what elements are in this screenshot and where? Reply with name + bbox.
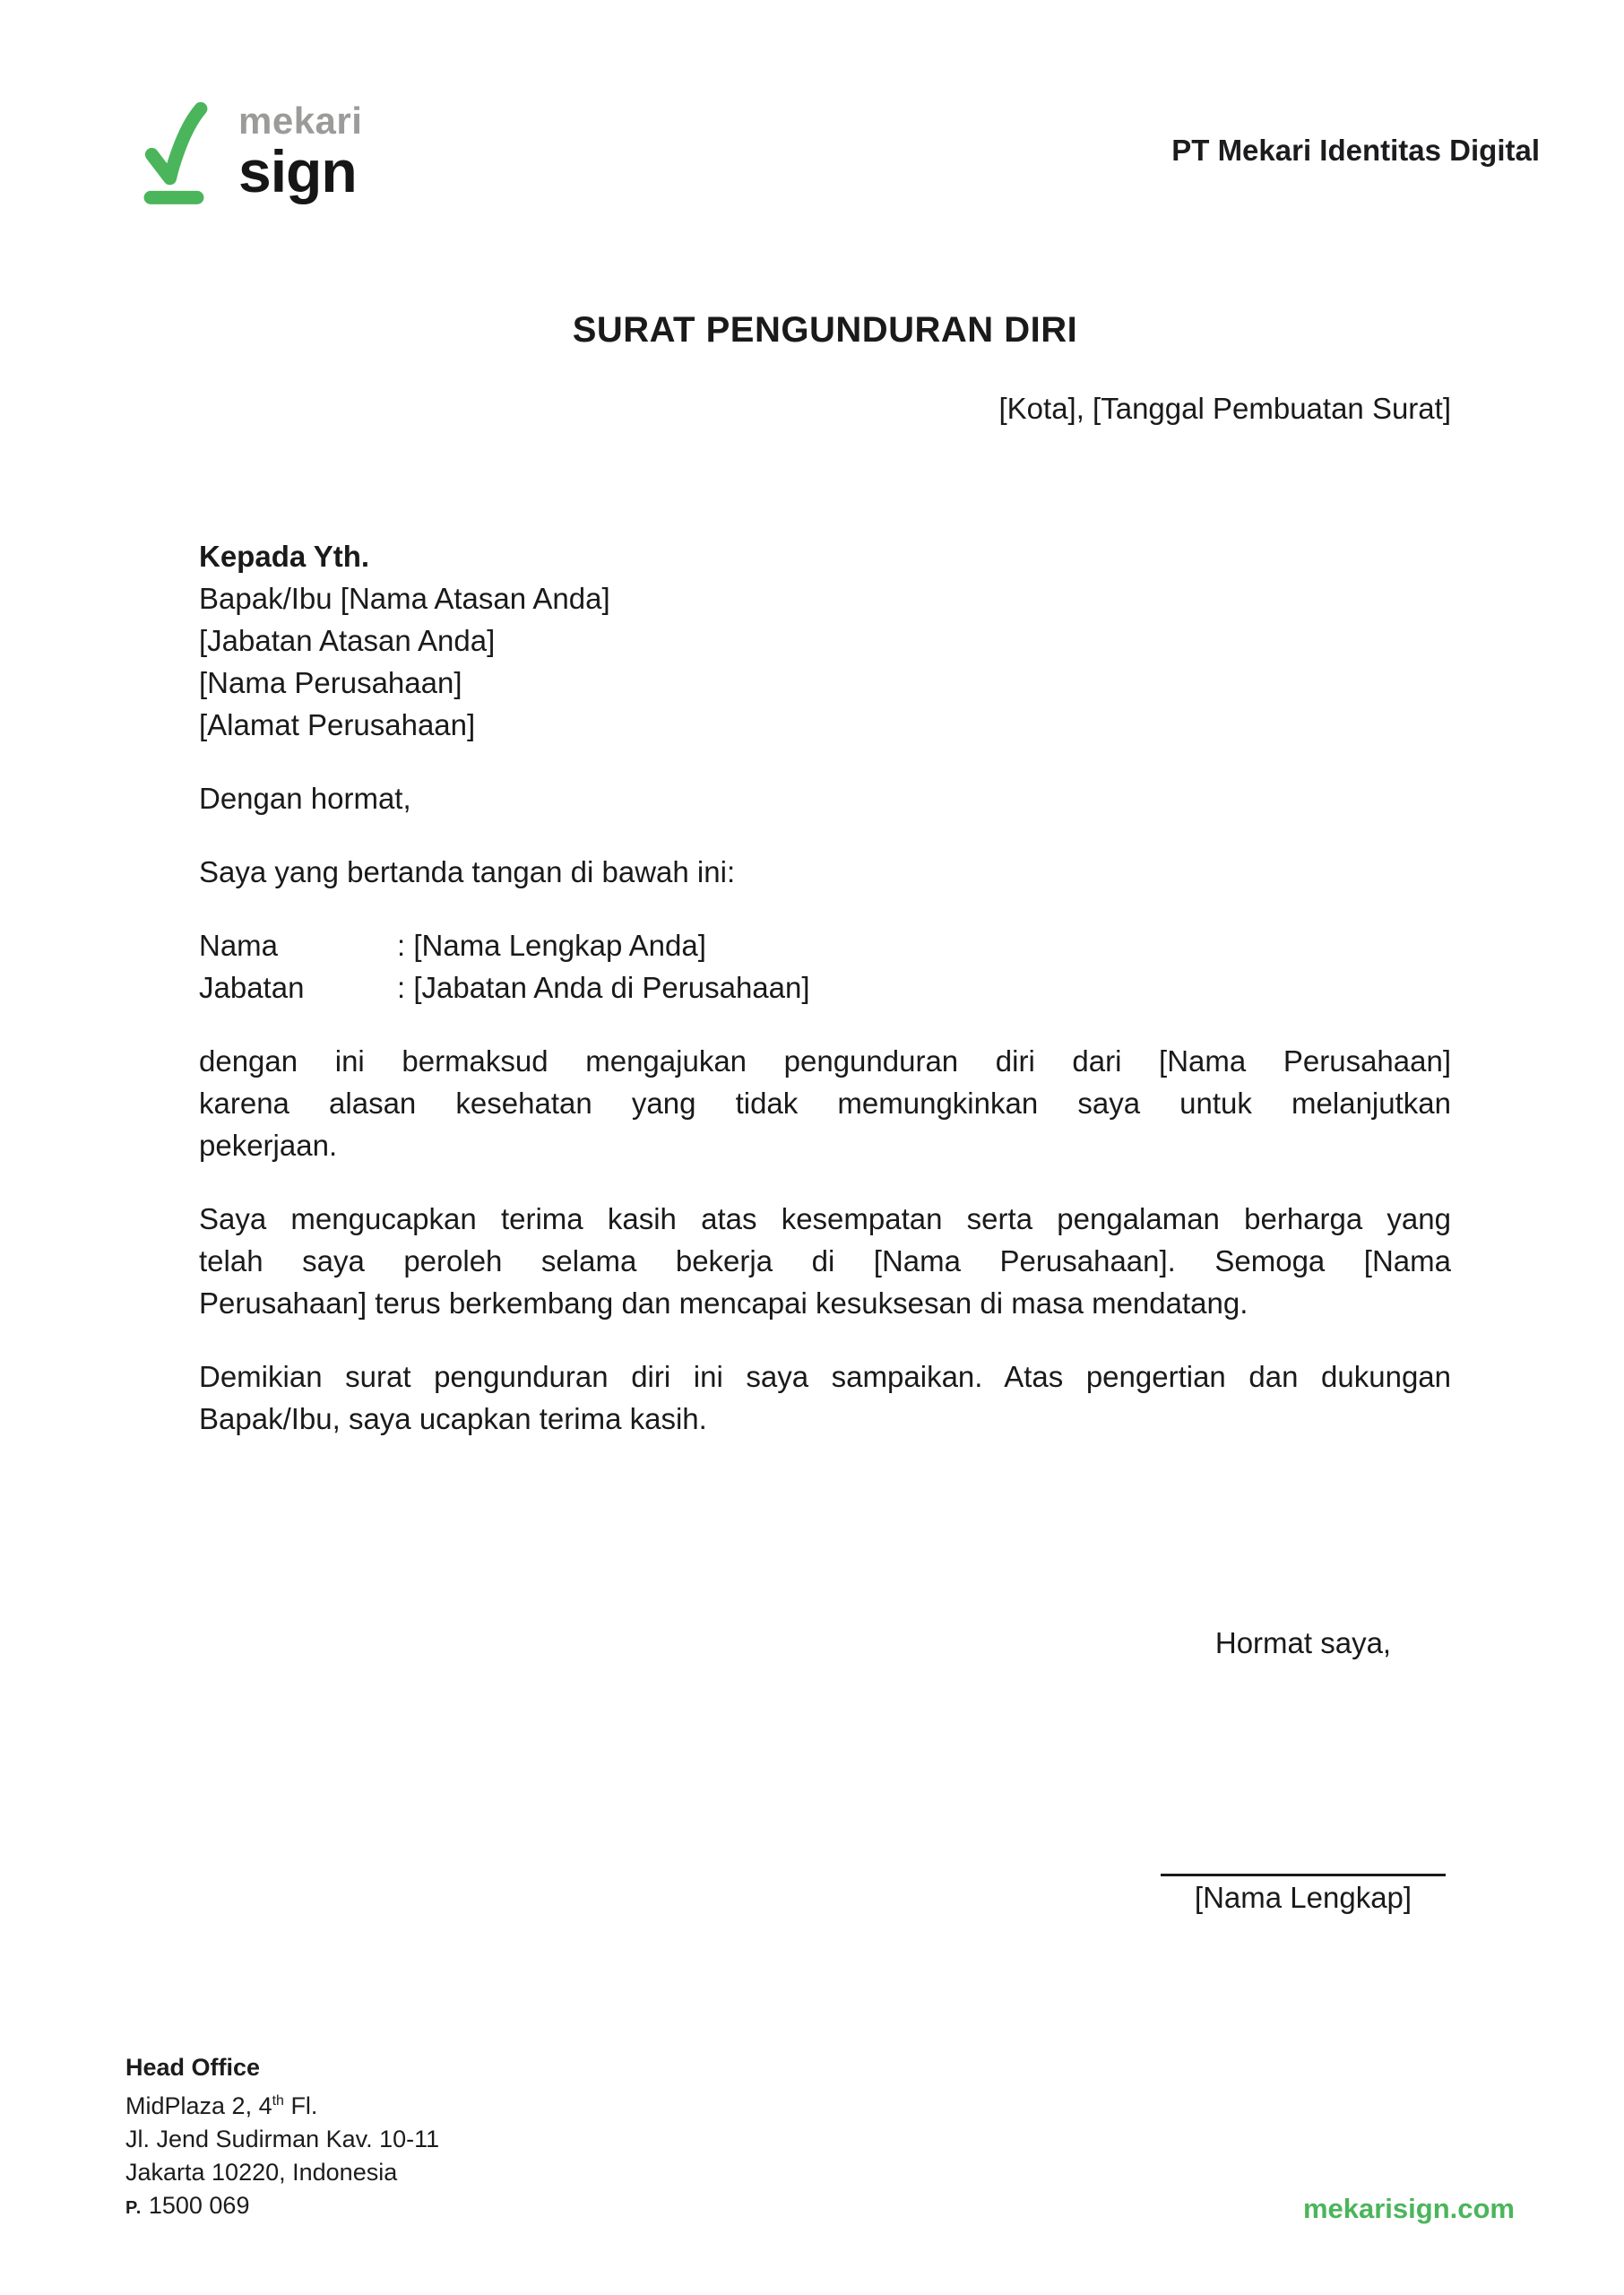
address-line-1 <box>125 2084 439 2123</box>
recipient-line: [Jabatan Atasan Anda] <box>199 624 496 657</box>
checkmark-icon <box>134 96 213 205</box>
recipient-block <box>199 535 1451 746</box>
identity-label: Jabatan <box>199 971 305 1004</box>
identity-value: [Jabatan Anda di Perusahaan] <box>413 971 810 1004</box>
identity-label: Nama <box>199 929 279 962</box>
intro-line: Saya yang bertanda tangan di bawah ini: <box>199 855 736 888</box>
logo-wordmark <box>238 96 363 204</box>
greeting: Dengan hormat, <box>199 782 411 815</box>
mekari-sign-logo <box>134 96 362 205</box>
identity-separator: : <box>397 971 406 1004</box>
paragraph-line: telah saya peroleh selama bekerja di [Nama Perusahaan]. Semoga [Nama <box>199 1244 1451 1277</box>
identity-value: [Nama Lengkap Anda] <box>413 929 706 962</box>
recipient-salutation: Kepada Yth. <box>199 540 370 573</box>
phone-label: P. <box>125 2198 143 2218</box>
address-line-3: Jakarta 10220, Indonesia <box>125 2159 398 2186</box>
phone-line <box>125 2189 439 2225</box>
signature-line <box>1161 1664 1446 1876</box>
website-link[interactable]: mekarisign.com <box>1302 2193 1515 2224</box>
body-paragraph-2 <box>199 1198 1451 1324</box>
phone-number: 1500 069 <box>148 2192 250 2219</box>
recipient-line: Bapak/Ibu [Nama Atasan Anda] <box>199 582 610 615</box>
recipient-line: [Nama Perusahaan] <box>199 666 462 699</box>
address-line-2: Jl. Jend Sudirman Kav. 10-11 <box>125 2126 440 2152</box>
closing-block <box>1155 1622 1451 1918</box>
paragraph-line: Perusahaan] terus berkembang dan mencapai kesuksesan di masa mendatang. <box>199 1286 1248 1320</box>
paragraph-line: Demikian surat pengunduran diri ini saya sampaikan. Atas pengertian dan dukungan <box>199 1360 1451 1393</box>
paragraph-line: dengan ini bermaksud mengajukan pengunduran diri dari [Nama Perusahaan] <box>199 1044 1451 1078</box>
identity-separator: : <box>397 929 406 962</box>
paragraph-line: pekerjaan. <box>199 1129 338 1162</box>
address-line-1-tail: Fl. <box>283 2092 318 2119</box>
logo-text-sign: sign <box>238 137 357 204</box>
page-footer <box>125 2051 1515 2225</box>
paragraph-line: Saya mengucapkan terima kasih atas kesempatan serta pengalaman berharga yang <box>199 1202 1451 1235</box>
company-name: PT Mekari Identitas Digital <box>1171 133 1540 167</box>
closing-phrase: Hormat saya, <box>1214 1626 1392 1659</box>
date-line: [Kota], [Tanggal Pembuatan Surat] <box>998 392 1451 425</box>
address-line-1-superscript: th <box>272 2093 284 2109</box>
identity-row-jabatan <box>199 966 1451 1009</box>
head-office-block <box>125 2051 439 2225</box>
letterhead <box>0 0 1624 206</box>
body-paragraph-1 <box>199 1040 1451 1166</box>
letter-body <box>0 309 1624 1918</box>
recipient-line: [Alamat Perusahaan] <box>199 708 476 741</box>
head-office-title: Head Office <box>125 2054 261 2081</box>
paragraph-line: Bapak/Ibu, saya ucapkan terima kasih. <box>199 1402 707 1435</box>
paragraph-line: karena alasan kesehatan yang tidak memungkinkan saya untuk melanjutkan <box>199 1087 1451 1120</box>
logo-text-mekari: mekari <box>238 99 363 142</box>
address-line-1-text: MidPlaza 2, 4 <box>125 2092 272 2119</box>
body-paragraph-3 <box>199 1355 1451 1440</box>
identity-row-nama <box>199 924 1451 966</box>
signature-name: [Nama Lengkap] <box>1194 1881 1412 1914</box>
letter-title: SURAT PENGUNDURAN DIRI <box>572 310 1078 350</box>
identity-block <box>199 924 1451 1009</box>
